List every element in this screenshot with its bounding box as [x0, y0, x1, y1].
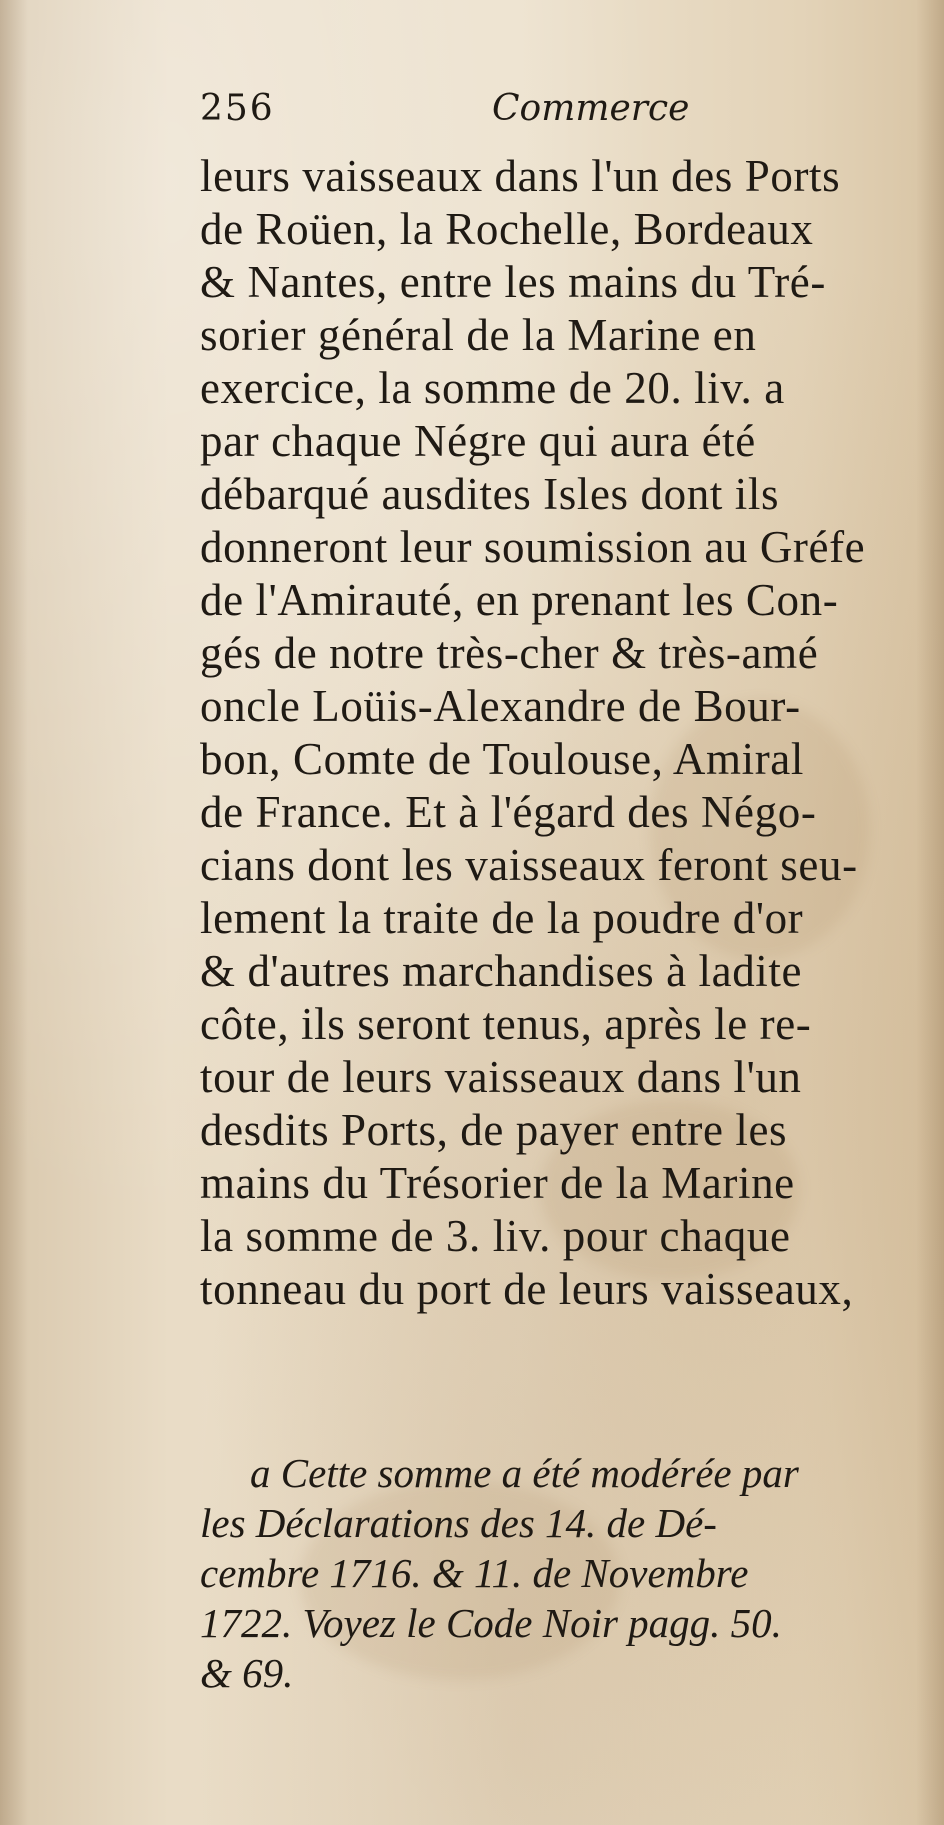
text-line: mains du Trésorier de la Marine — [200, 1158, 795, 1208]
text-line: gés de notre très-cher & très-amé — [200, 628, 819, 678]
text-line: & Nantes, entre les mains du Tré- — [200, 257, 826, 307]
page-edge-shadow-left — [0, 0, 28, 1825]
text-line: de France. Et à l'égard des Négo- — [200, 787, 817, 837]
footnote — [200, 1448, 920, 1698]
text-line: oncle Loüis-Alexandre de Bour- — [200, 681, 801, 731]
footnote-line: a Cette somme a été modérée par — [250, 1450, 799, 1496]
text-line: de l'Amirauté, en prenant les Con- — [200, 575, 839, 625]
text-line: débarqué ausdites Isles dont ils — [200, 469, 780, 519]
footnote-line: 1722. Voyez le Code Noir pagg. 50. — [200, 1600, 782, 1646]
text-line: desdits Ports, de payer entre les — [200, 1105, 788, 1155]
text-line: tour de leurs vaisseaux dans l'un — [200, 1052, 802, 1102]
text-line: la somme de 3. liv. pour chaque — [200, 1211, 791, 1261]
footnote-line: cembre 1716. & 11. de Novembre — [200, 1550, 749, 1596]
footnote-line: & 69. — [200, 1650, 294, 1696]
text-line: leurs vaisseaux dans l'un des Ports — [200, 151, 841, 201]
page-header — [200, 88, 840, 138]
page-number: 256 — [200, 88, 275, 129]
text-line: bon, Comte de Toulouse, Amiral — [200, 734, 804, 784]
running-title: Commerce — [492, 88, 690, 129]
text-line: par chaque Négre qui aura été — [200, 416, 756, 466]
page-edge-shadow-right — [916, 0, 944, 1825]
text-line: exercice, la somme de 20. liv. a — [200, 363, 785, 413]
text-line: de Roüen, la Rochelle, Bordeaux — [200, 204, 814, 254]
text-line: & d'autres marchandises à ladite — [200, 946, 803, 996]
text-line: côte, ils seront tenus, après le re- — [200, 999, 812, 1049]
text-line: sorier général de la Marine en — [200, 310, 757, 360]
body-text — [200, 150, 920, 1316]
text-line: lement la traite de la poudre d'or — [200, 893, 804, 943]
text-line: tonneau du port de leurs vaisseaux, — [200, 1264, 854, 1314]
text-line: donneront leur soumission au Gréfe — [200, 522, 866, 572]
text-line: cians dont les vaisseaux feront seu- — [200, 840, 858, 890]
footnote-line: les Déclarations des 14. de Dé- — [200, 1500, 717, 1546]
